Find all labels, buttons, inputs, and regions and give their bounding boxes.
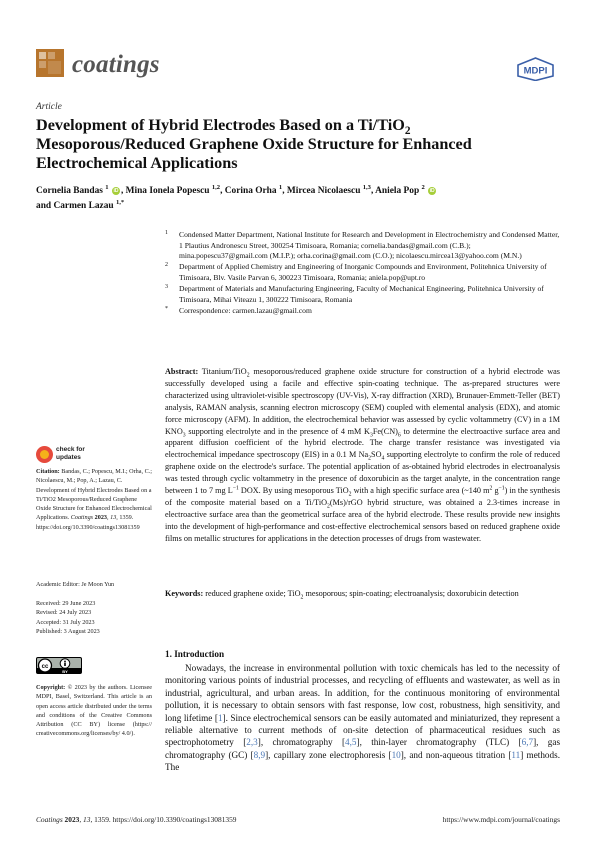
citation-text: Bandas, C.; Popescu, M.I.; Orha, C.; Nicolaescu, M.; Pop, A.; Lazau, C. Development of Hybrid Electrodes Based on a Ti/TiO2 Mesoporous/Reduced Graphene Oxide Structure for Enhanced Electrochemical Applications.: [36, 468, 153, 522]
title-line1: Development of Hybrid Electrodes Based on a Ti/TiO: [36, 116, 405, 134]
citation-label: Citation:: [36, 468, 60, 475]
footer-citation: [36, 815, 236, 824]
introduction-body: [165, 662, 560, 774]
abstract-text: Fe(CN): [372, 426, 398, 436]
orcid-icon[interactable]: iD: [429, 187, 435, 194]
date-received: Received: 29 June 2023: [36, 600, 96, 607]
cc-by-license-icon[interactable]: [36, 657, 82, 674]
intro-text: ], capillary zone electrophoresis [: [265, 749, 392, 760]
author-list: [36, 184, 556, 213]
author-name[interactable]: Corina Orha: [224, 186, 277, 196]
orcid-icon[interactable]: iD: [113, 187, 119, 194]
copyright-text: © 2023 by the authors. Licensee MDPI, Basel, Switzerland. This article is an open access article distributed under the terms and conditions of the Creative Commons Attribution (CC BY) license (https:// creativecommons.org/licenses/by/ 4.0/).: [36, 684, 152, 738]
author-affiliation-mark: 1,2: [211, 183, 221, 191]
publication-dates: [36, 599, 152, 636]
abstract-text: to determine the electroactive surface area and apparent diffusion coefficient of the hybrid electrode. The charge transfer resistance was investigated via electrochemical impedance spectroscopy (EIS) in a 0.1 M Na: [165, 426, 560, 460]
date-accepted: Accepted: 31 July 2023: [36, 618, 95, 626]
citation-link[interactable]: 8,9: [253, 749, 266, 760]
affiliation-mark: 1: [165, 230, 168, 236]
paper-title: [36, 116, 556, 172]
affiliation-mark: *: [165, 305, 168, 312]
check-updates-line1: check for: [56, 446, 85, 453]
abstract-text: DOX. By using mesoporous TiO: [238, 486, 349, 496]
abstract-sub: 4: [381, 455, 385, 462]
abstract-sub: 3: [182, 432, 186, 439]
intro-text: ], gas chromatography (GC) [: [165, 737, 561, 760]
mdpi-logo-icon: [515, 57, 556, 81]
title-line3: Electrochemical Applications: [36, 153, 238, 172]
abstract-sub: 2: [327, 503, 330, 510]
affiliations: [165, 230, 560, 317]
author-name[interactable]: Cornelia Bandas: [36, 186, 103, 196]
title-line2: Mesoporous/Reduced Graphene Oxide Structure for Enhanced: [36, 134, 472, 153]
author-affiliation-mark: 1,*: [115, 198, 125, 206]
author-affiliation-mark: 1: [105, 183, 109, 191]
intro-text: ], and non-aqueous titration [: [400, 749, 512, 760]
author-affiliation-mark: 1,3: [362, 183, 371, 191]
abstract-text: g: [492, 486, 499, 496]
abstract-sub: 3: [369, 432, 373, 439]
author-separator: ,: [282, 186, 287, 196]
title-sub: 2: [404, 125, 411, 138]
affiliation-mark: 3: [165, 283, 168, 290]
affiliation-item: [165, 262, 560, 283]
svg-text:cc: cc: [41, 663, 49, 670]
keywords-text: mesoporous; spin-coating; electroanalysis; doxorubicin detection: [303, 589, 519, 598]
journal-name: coatings: [72, 51, 160, 78]
correspondence: [165, 306, 560, 317]
footer-volume: , 13: [79, 815, 91, 824]
keywords-label: Keywords:: [165, 589, 204, 598]
citation-link[interactable]: 1: [217, 712, 223, 723]
correspondence-text: Correspondence: carmen.lazau@gmail.com: [179, 305, 312, 315]
keywords-sub: 2: [300, 594, 304, 601]
abstract-sub: 2: [348, 491, 352, 498]
date-revised: Revised: 24 July 2023: [36, 609, 92, 617]
author-separator: ,: [120, 186, 126, 196]
intro-text: ], thin-layer chromatography (TLC) [: [356, 737, 522, 748]
abstract-text: mesoporous/reduced graphene oxide structure for construction of a hybrid electrode was successfully developed using a facile and effective spin-coating technique. The as-prepared structures were characterized using ultraviolet-visible spectroscopy (UV-Vis), X-ray diffraction (XRD), Brunauer-Emmett-Teller (BET) analysis, RAMAN analysis, scanning electron microscopy (SEM) coupled with elemental analysis (EDX), and atomic force microscopy (AFM). In addition, the electrochemical behavior was assessed by cyclic voltammetry (CV) in a 1M KNO: [165, 367, 560, 436]
journal-logo-icon: [36, 49, 64, 77]
intro-text: ]. Since electrochemical sensors can be easily automated and miniaturized, they represent a reliable alternative to current methods of on-site detection of pharmaceutical residues such as spectrophotometry [: [165, 712, 560, 748]
abstract-sup: −1: [232, 485, 239, 492]
footer-journal-url[interactable]: https://www.mdpi.com/journal/coatings: [442, 815, 560, 824]
abstract-text: supporting electrolyte to confirm the role of reduced graphene oxide on the electrode's surface. The potential application of as-obtained hybrid electrodes in electroanalysis was tested through cyclic voltammetry in the presence of doxorubicin as the target analyte, in the concentration range between 1 to 7 mg L: [165, 450, 560, 496]
intro-text: ] methods. The: [165, 749, 560, 773]
author-name[interactable]: and Carmen Lazau: [36, 200, 114, 211]
abstract-sub: 2: [246, 372, 250, 379]
footer-year: 2023: [62, 815, 80, 824]
author-separator: ,: [220, 186, 225, 196]
citation-block: [36, 467, 152, 532]
abstract-sup: −1: [498, 485, 505, 492]
keywords: [165, 588, 560, 600]
abstract-sup: 2: [489, 485, 493, 492]
author-affiliation-mark: 2: [421, 183, 425, 191]
affiliation-text: Department of Materials and Manufacturing Engineering, Faculty of Mechanical Engineering, Politehnica University of Timisoara, Mihai Viteazu 1, 300222 Timisoara, Romania: [179, 283, 544, 304]
citation-doi[interactable]: , 1359. https://doi.org/10.3390/coatings13081359: [36, 514, 140, 531]
keywords-text: reduced graphene oxide; TiO: [203, 589, 301, 598]
footer-journal: Coatings: [36, 815, 63, 824]
check-updates-line2: updates: [56, 453, 81, 461]
affiliation-text: Department of Applied Chemistry and Engineering of Inorganic Compounds and Environment, Politehnica University of Timisoara, Blv. Vasile Parvan 6, 300223 Timisoara, Romania; aniela.pop@upt.ro: [179, 262, 547, 282]
copyright-label: Copyright:: [36, 684, 66, 691]
abstract: [165, 366, 560, 545]
author-affiliation-mark: 1: [278, 183, 283, 191]
section-heading-introduction: 1. Introduction: [165, 649, 225, 659]
affiliation-text: Condensed Matter Department, National Institute for Research and Development in Electrochemistry and Condensed Matter, 1 Plautius Andronescu Street, 300254 Timisoara, Romania; cornelia.bandas@gmail.com (C.B.); mina.popescu37@gmail.com (M.I.P.); orha.corina@gmail.com (C.O.); nicolaescu.mircea13@yahoo.com (M.N.): [179, 230, 560, 261]
check-for-updates-button[interactable]: [36, 446, 96, 468]
affiliation-mark: 2: [165, 262, 168, 269]
abstract-sub: 6: [397, 432, 401, 439]
abstract-text: (Ms)/rGO hybrid structure, was obtained a 2.3-times increase in electroactive surface area than the geometrical surface area of the hybrid electrode. These results provide new insights into the development of high-performance and cost-effective electrochemical sensors based on reduced graphene oxide films on metallic structures for applications in the detection processes of drugs from wastewater.: [165, 497, 560, 543]
citation-link[interactable]: 11: [511, 749, 521, 760]
citation-link[interactable]: 6,7: [521, 737, 534, 748]
citation-link[interactable]: 4,5: [345, 737, 357, 748]
abstract-sub: 2: [368, 455, 372, 462]
citation-link[interactable]: 2,3: [246, 737, 258, 748]
abstract-text: with a high specific surface area (~140 m: [351, 486, 490, 496]
citation-volume: , 13: [107, 514, 117, 522]
affiliation-item: [165, 230, 560, 262]
abstract-text: Titanium/TiO: [198, 367, 247, 376]
citation-year: 2023: [93, 514, 107, 522]
introduction-paragraph: [165, 662, 560, 774]
citation-link[interactable]: 10: [391, 749, 401, 760]
author-name[interactable]: Aniela Pop: [375, 186, 420, 196]
abstract-text: supporting electrolyte and in the presence of 4 mM K: [185, 426, 370, 436]
intro-text: Nowadays, the increase in environmental pollution with toxic chemicals has led to the necessity of monitoring various points of industrial processes, and recycling of effluents and wastewater, as well as in industrial, agricultural, and urban areas. In addition, for the continuous monitoring of environmental pollution, it is necessary to obtain sensors with fast response, low cost, robustness, high sensitivity, and long lifetime [: [165, 663, 560, 723]
academic-editor: Academic Editor: Je Moon Yun: [36, 581, 115, 588]
footer-doi[interactable]: , 1359. https://doi.org/10.3390/coatings13081359: [90, 815, 237, 824]
abstract-label: Abstract:: [165, 367, 199, 376]
copyright-notice: [36, 683, 152, 739]
mdpi-logo-text: MDPI: [523, 65, 548, 77]
article-type: Article: [36, 102, 62, 112]
intro-text: ], chromatography [: [257, 737, 346, 748]
author-name[interactable]: Mina Ionela Popescu: [125, 186, 210, 196]
author-name[interactable]: Mircea Nicolaescu: [286, 186, 361, 196]
svg-text:BY: BY: [62, 668, 68, 674]
affiliation-item: [165, 284, 560, 305]
citation-journal: Coatings: [70, 514, 94, 522]
date-published: Published: 3 August 2023: [36, 627, 100, 635]
abstract-text: SO: [371, 450, 382, 460]
author-separator: ,: [370, 186, 376, 196]
check-updates-icon: [36, 446, 53, 463]
abstract-text: ) in the synthesis of the composite material based on a Ti/TiO: [165, 486, 561, 507]
